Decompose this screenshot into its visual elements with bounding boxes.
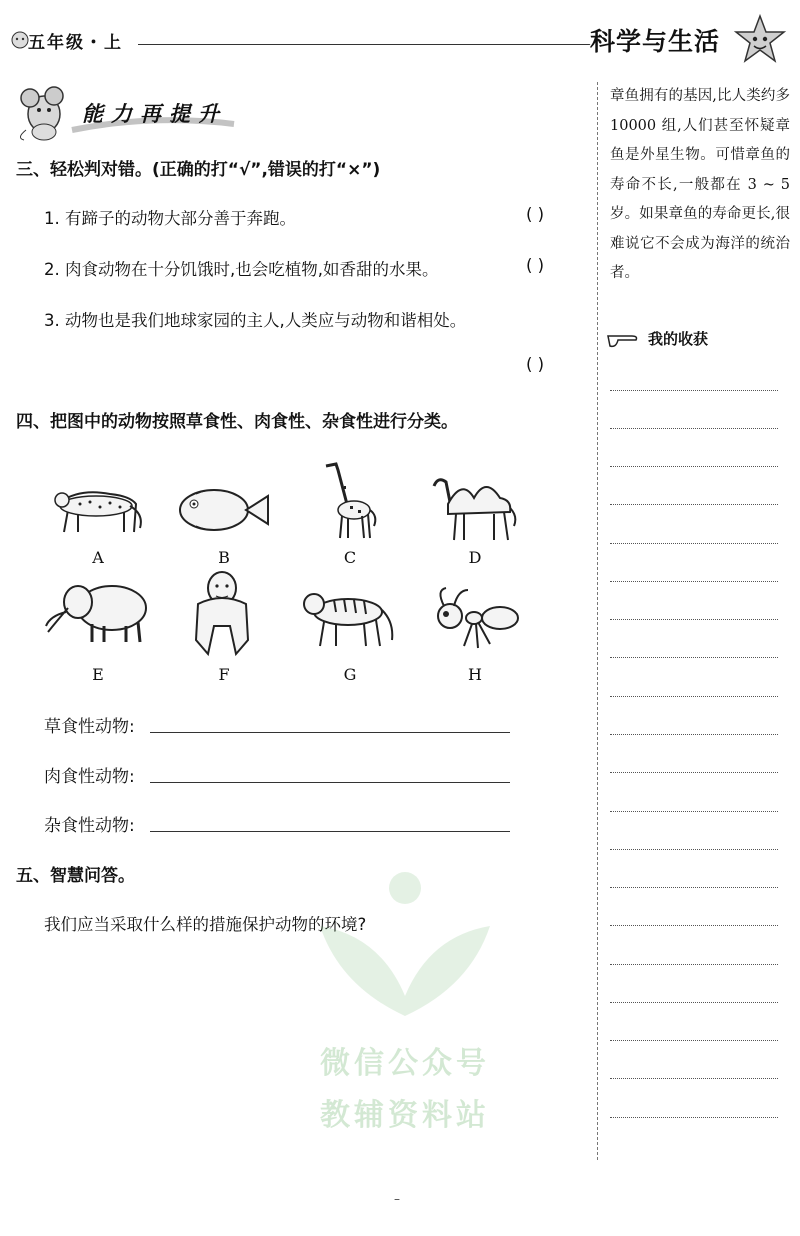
harvest-line[interactable] [610, 964, 778, 965]
harvest-line[interactable] [610, 581, 778, 582]
harvest-line[interactable] [610, 619, 778, 620]
carnivore-label: 肉食性动物: [44, 767, 135, 787]
harvest-line[interactable] [610, 696, 778, 697]
column-divider [597, 82, 598, 1160]
banner-title: 能力再提升 [82, 101, 227, 126]
tiger-icon [300, 582, 398, 650]
leopard-icon [50, 480, 148, 540]
my-harvest-label: 我的收获 [648, 330, 709, 348]
harvest-line[interactable] [610, 390, 778, 391]
harvest-line[interactable] [610, 849, 778, 850]
animal-label-g: G [343, 665, 357, 684]
judge-item-2: 2. 肉食动物在十分饥饿时,也会吃植物,如香甜的水果。 [44, 260, 439, 279]
harvest-line[interactable] [610, 1117, 778, 1118]
harvest-line[interactable] [610, 1078, 778, 1079]
subject-title: 科学与生活 [590, 27, 721, 56]
animal-label-b: B [218, 548, 230, 567]
harvest-line[interactable] [610, 504, 778, 505]
section5-title: 五、智慧问答。 [16, 866, 135, 886]
harvest-line[interactable] [610, 887, 778, 888]
animal-label-a: A [92, 548, 104, 567]
judge-item-3: 3. 动物也是我们地球家园的主人,人类应与动物和谐相处。 [44, 311, 467, 330]
omnivore-answer-line[interactable] [150, 831, 510, 832]
star-mascot-icon [732, 12, 788, 68]
header-rule [138, 44, 608, 45]
ant-icon [428, 584, 524, 656]
answer-paren-1[interactable]: ( ) [526, 205, 545, 224]
gorilla-icon [184, 566, 260, 658]
elephant-icon [42, 578, 154, 644]
harvest-line[interactable] [610, 1040, 778, 1041]
section3-title: 三、轻松判对错。(正确的打“√”,错误的打“×”) [16, 160, 381, 180]
harvest-line[interactable] [610, 466, 778, 467]
harvest-line[interactable] [610, 657, 778, 658]
pointing-hand-icon [606, 326, 646, 350]
animal-label-d: D [468, 548, 482, 567]
judge-item-1: 1. 有蹄子的动物大部分善于奔跑。 [44, 209, 296, 228]
flatfish-icon [174, 482, 272, 538]
animal-label-h: H [468, 665, 482, 684]
camel-icon [428, 468, 520, 542]
omnivore-label: 杂食性动物: [44, 816, 135, 836]
animal-label-f: F [218, 665, 230, 684]
animal-label-c: C [343, 548, 357, 567]
harvest-line[interactable] [610, 772, 778, 773]
harvest-line[interactable] [610, 428, 778, 429]
octopus-fact: 章鱼拥有的基因,比人类约多 10000 组,人们甚至怀疑章鱼是外星生物。可惜章鱼的寿命不长,一般都在 3 ~ 5 岁。如果章鱼的寿命更长,很难说它不会成为海洋的统治者。 [610, 88, 790, 281]
harvest-line[interactable] [610, 811, 778, 812]
section5-question: 我们应当采取什么样的措施保护动物的环境? [44, 915, 367, 934]
harvest-line[interactable] [610, 1002, 778, 1003]
page-number-mark: – [394, 1192, 400, 1206]
giraffe-icon [316, 456, 380, 540]
grade-label: 五年级・上 [28, 33, 123, 53]
watermark-logo-icon [300, 866, 510, 1026]
herbivore-answer-line[interactable] [150, 732, 510, 733]
section4-title: 四、把图中的动物按照草食性、肉食性、杂食性进行分类。 [16, 412, 458, 432]
harvest-line[interactable] [610, 734, 778, 735]
animal-label-e: E [92, 665, 104, 684]
answer-paren-2[interactable]: ( ) [526, 256, 545, 275]
watermark-line-2: 教辅资料站 [320, 1098, 490, 1133]
watermark-line-1: 微信公众号 [320, 1046, 490, 1081]
harvest-line[interactable] [610, 925, 778, 926]
carnivore-answer-line[interactable] [150, 782, 510, 783]
harvest-line[interactable] [610, 543, 778, 544]
answer-paren-3[interactable]: ( ) [526, 355, 545, 374]
herbivore-label: 草食性动物: [44, 717, 135, 737]
